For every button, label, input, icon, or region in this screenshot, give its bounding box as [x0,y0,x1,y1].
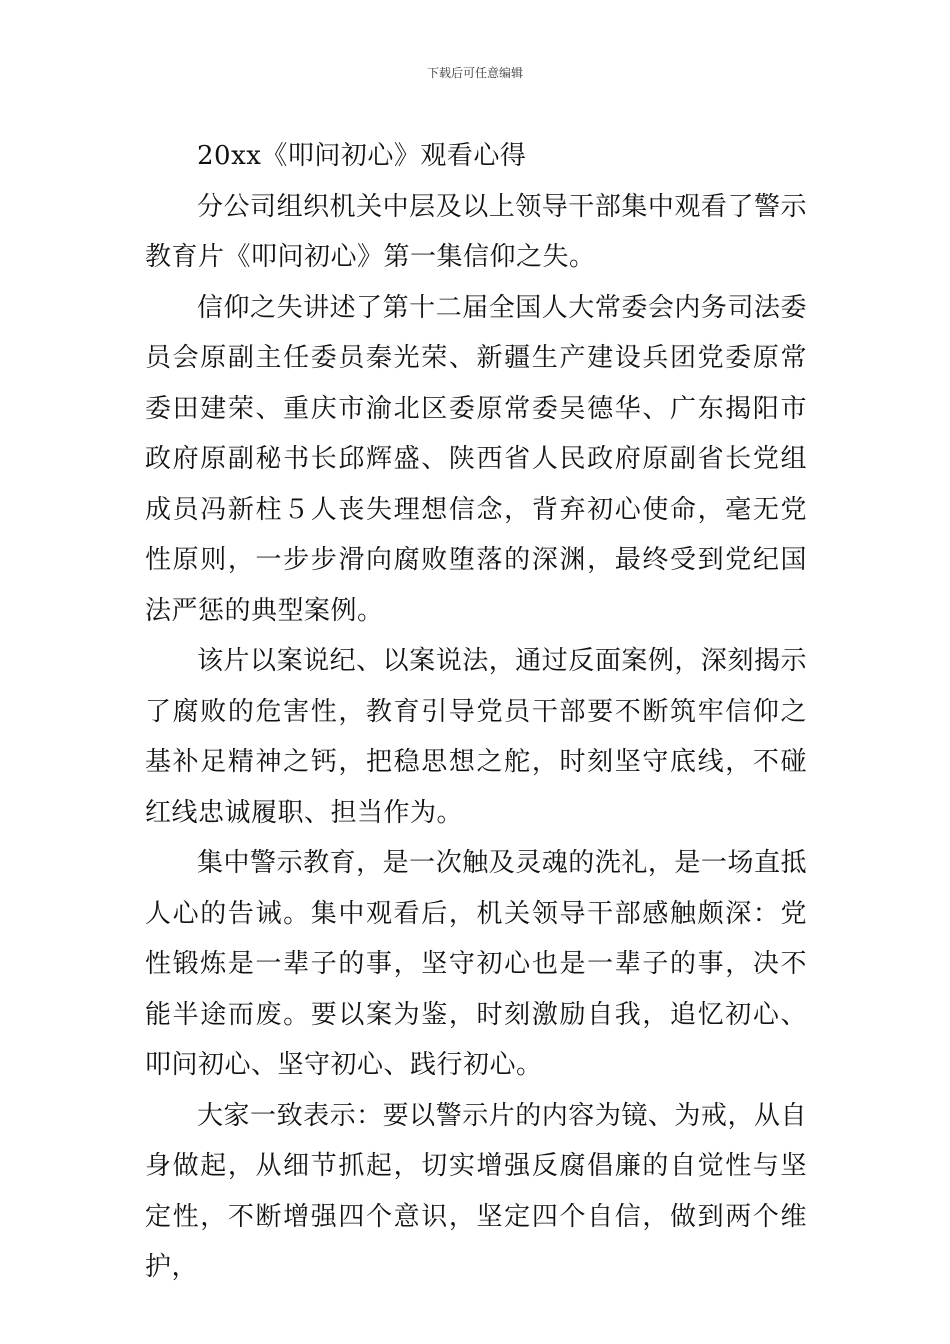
document-title: 20xx《叩问初心》观看心得 [197,141,527,171]
paragraph-4: 集中警示教育，是一次触及灵魂的洗礼，是一场直抵人心的告诫。集中观看后，机关领导干部感触颇深：党性锻炼是一辈子的事，坚守初心也是一辈子的事，决不能半途而废。要以案为鉴，时刻激励自我，追忆初心、叩问初心、坚守初心、践行初心。 [145,848,807,1080]
document-body [145,131,807,1293]
paragraph-1: 分公司组织机关中层及以上领导干部集中观看了警示教育片《叩问初心》第一集信仰之失。 [145,191,807,272]
paragraph-5: 大家一致表示：要以警示片的内容为镜、为戒，从自身做起，从细节抓起，切实增强反腐倡廉的自觉性与坚定性，不断增强四个意识，坚定四个自信，做到两个维护， [145,1100,807,1282]
paragraph-2: 信仰之失讲述了第十二届全国人大常委会内务司法委员会原副主任委员秦光荣、新疆生产建设兵团党委原常委田建荣、重庆市渝北区委原常委吴德华、广东揭阳市政府原副秘书长邱辉盛、陕西省人民政府原副省长党组成员冯新柱５人丧失理想信念，背弃初心使命，毫无党性原则，一步步滑向腐败堕落的深渊，最终受到党纪国法严惩的典型案例。 [145,292,807,626]
paragraph-3: 该片以案说纪、以案说法，通过反面案例，深刻揭示了腐败的危害性，教育引导党员干部要不断筑牢信仰之基补足精神之钙，把稳思想之舵，时刻坚守底线，不碰红线忠诚履职、担当作为。 [145,646,807,828]
header-note: 下载后可任意编辑 [426,66,523,80]
